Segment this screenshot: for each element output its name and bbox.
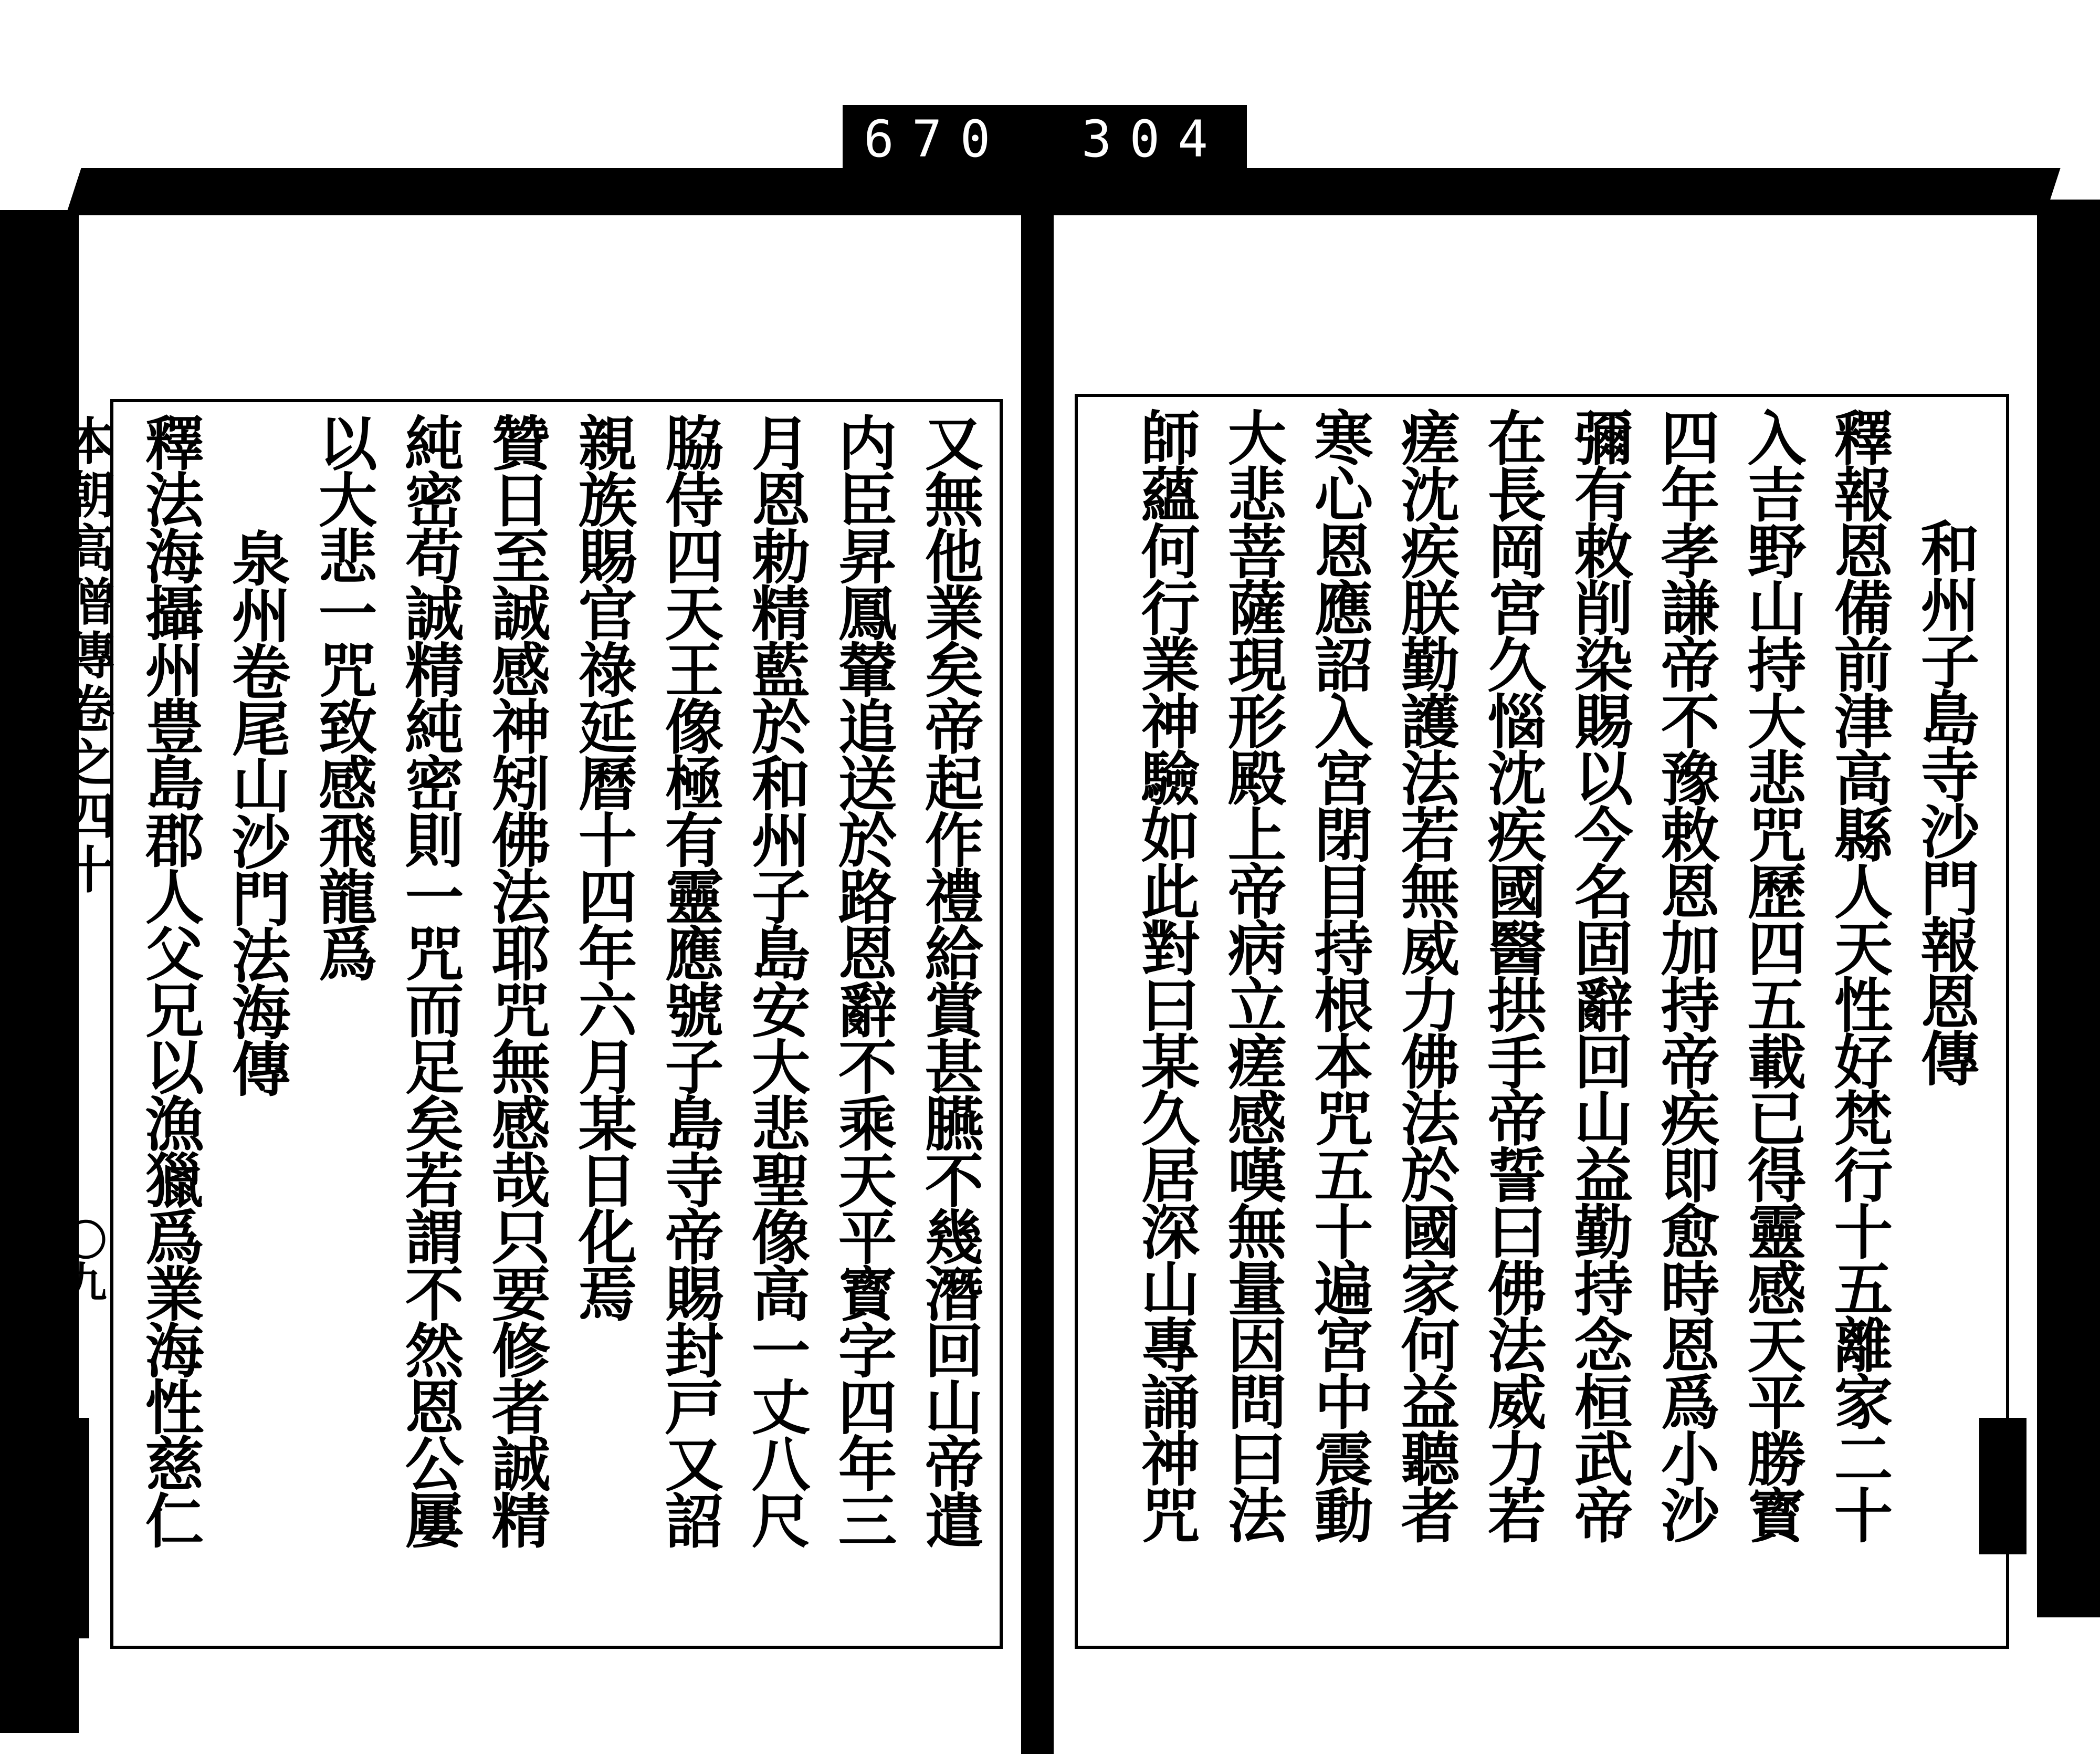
book-right-edge xyxy=(2037,200,2100,1617)
left-col-1: 又無他業矣帝起作禮給賞甚臙不幾潛回山帝遣 xyxy=(915,413,984,1547)
book-top-edge xyxy=(66,168,2060,215)
right-col-5: 彌有敕削染賜以今名固辭回山益勤持念桓武帝 xyxy=(1564,407,1633,1542)
left-col-5: 親族賜官祿延曆十四年六月某日化焉 xyxy=(569,413,637,1320)
left-col-6: 贊日至誠感神矧佛法耶咒無感哉只要修者誠精 xyxy=(482,413,551,1547)
right-col-10: 師蘊何行業神驗如此對曰某久居深山專誦神咒 xyxy=(1131,407,1200,1542)
right-col-6: 在長岡宮久惱沈疾國醫拱手帝誓曰佛法威力若 xyxy=(1478,407,1547,1542)
book-gutter xyxy=(1021,200,1054,1754)
left-col-8: 以大悲一咒致感飛龍爲 xyxy=(309,413,377,980)
right-page-text-frame xyxy=(1075,394,2009,1649)
left-col-10: 釋法海攝州豊島郡人父兄以漁獵爲業海性慈仁 xyxy=(135,413,204,1547)
left-col-7: 純密苟誠精純密則一咒而足矣若謂不然恩公屢 xyxy=(395,413,464,1547)
right-col-9: 大悲菩薩現形殿上帝病立瘥感嘆無量因問曰法 xyxy=(1218,407,1287,1542)
right-col-7: 瘥沈疾朕勤護法若無威力佛法於國家何益聽者 xyxy=(1391,407,1460,1542)
right-edge-clip xyxy=(1979,1418,2026,1554)
frame-number-right: 304 xyxy=(1081,110,1226,169)
left-col-3: 月恩勅精藍於和州子島安大悲聖像高一丈八尺 xyxy=(742,413,811,1547)
left-page xyxy=(79,215,1021,1754)
frame-number-left: 670 xyxy=(864,110,1009,169)
left-col-4: 脇侍四天王像極有靈應號子島寺帝賜封戸又詔 xyxy=(655,413,724,1547)
right-col-8: 寒心恩應詔入宮閉目持根本咒五十遍宮中震動 xyxy=(1305,407,1373,1542)
right-col-2: 釋報恩備前津高縣人天性好梵行十五離家二十 xyxy=(1824,407,1893,1542)
left-col-2: 内臣昇鳳輦追送於路恩辭不乘天平寳字四年三 xyxy=(828,413,897,1547)
left-folio-number: 〇九 xyxy=(58,1218,107,1302)
right-page xyxy=(1054,215,2035,1754)
right-heading-hoon: 和州子島寺沙門報恩傳 xyxy=(1911,518,1980,1085)
left-page-text-frame xyxy=(110,399,1003,1649)
left-edge-clip xyxy=(58,1418,89,1638)
right-col-3: 入吉野山持大悲咒歷四五載已得靈感天平勝寳 xyxy=(1738,407,1807,1542)
left-heading-hokai: 泉州卷尾山沙門法海傳 xyxy=(222,528,291,1095)
left-margin-title: 本朝高僧傳卷之四十 xyxy=(56,415,116,897)
right-col-4: 四年孝謙帝不豫敕恩加持帝疾即愈時恩爲小沙 xyxy=(1651,407,1720,1542)
frame-number-label xyxy=(843,105,1247,173)
